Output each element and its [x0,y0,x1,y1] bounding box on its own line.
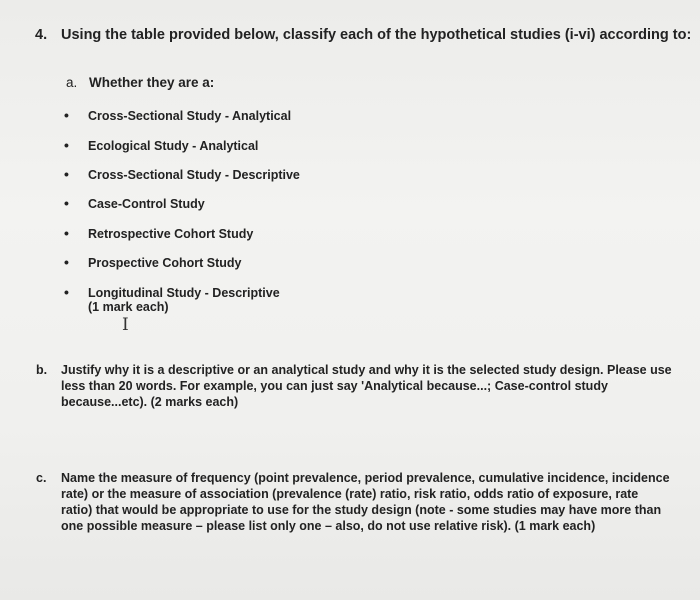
bullet-icon: • [64,284,69,300]
text-cursor-icon: I [122,315,129,335]
list-item-label: Retrospective Cohort Study [88,227,254,241]
question-text: Using the table provided below, classify each of the hypothetical studies (i-vi) according to: [61,27,692,43]
part-a-heading [66,75,214,90]
list-item-label: Prospective Cohort Study [88,256,242,270]
list-item [64,225,253,241]
list-item [64,284,280,300]
list-item [64,137,258,153]
part-a-marks: (1 mark each) [88,300,169,314]
list-item-label: Cross-Sectional Study - Descriptive [88,168,300,182]
bullet-icon: • [64,254,69,270]
part-b-text [61,362,672,410]
part-b-line: less than 20 words. For example, you can just say 'Analytical because...; Case-control study [61,379,608,393]
question-heading [35,27,691,43]
part-b [36,362,672,410]
bullet-icon: • [64,195,69,211]
part-c-line: Name the measure of frequency (point prevalence, period prevalence, cumulative incidence, incidence [61,471,670,485]
part-c-line: rate) or the measure of association (prevalence (rate) ratio, risk ratio, odds ratio of exposure, rate [61,487,639,501]
list-item [64,254,242,270]
list-item-label: Ecological Study - Analytical [88,139,259,153]
part-b-letter: b. [36,363,48,377]
bullet-icon: • [64,225,69,241]
part-c-letter: c. [36,471,47,485]
list-item-label: Cross-Sectional Study - Analytical [88,109,292,123]
question-number: 4. [35,27,48,43]
part-b-line: because...etc). (2 marks each) [61,395,239,409]
bullet-icon: • [64,166,69,182]
part-b-line: Justify why it is a descriptive or an analytical study and why it is the selected study design. Please use [61,363,672,377]
part-a-heading-text: Whether they are a: [89,75,215,90]
bullet-icon: • [64,107,69,123]
part-c-line: one possible measure – please list only one – also, do not use relative risk). (1 mark each) [61,519,596,533]
list-item-label: Case-Control Study [88,197,205,211]
list-item [64,107,291,123]
list-item [64,166,300,182]
list-item [64,195,205,211]
part-c-text [61,470,670,534]
part-c-line: ratio) that would be appropriate to use for the study design (note - some studies may have more than [61,503,662,517]
list-item-label: Longitudinal Study - Descriptive [88,286,280,300]
part-a-letter: a. [66,75,78,90]
bullet-icon: • [64,137,69,153]
part-c [36,470,670,534]
